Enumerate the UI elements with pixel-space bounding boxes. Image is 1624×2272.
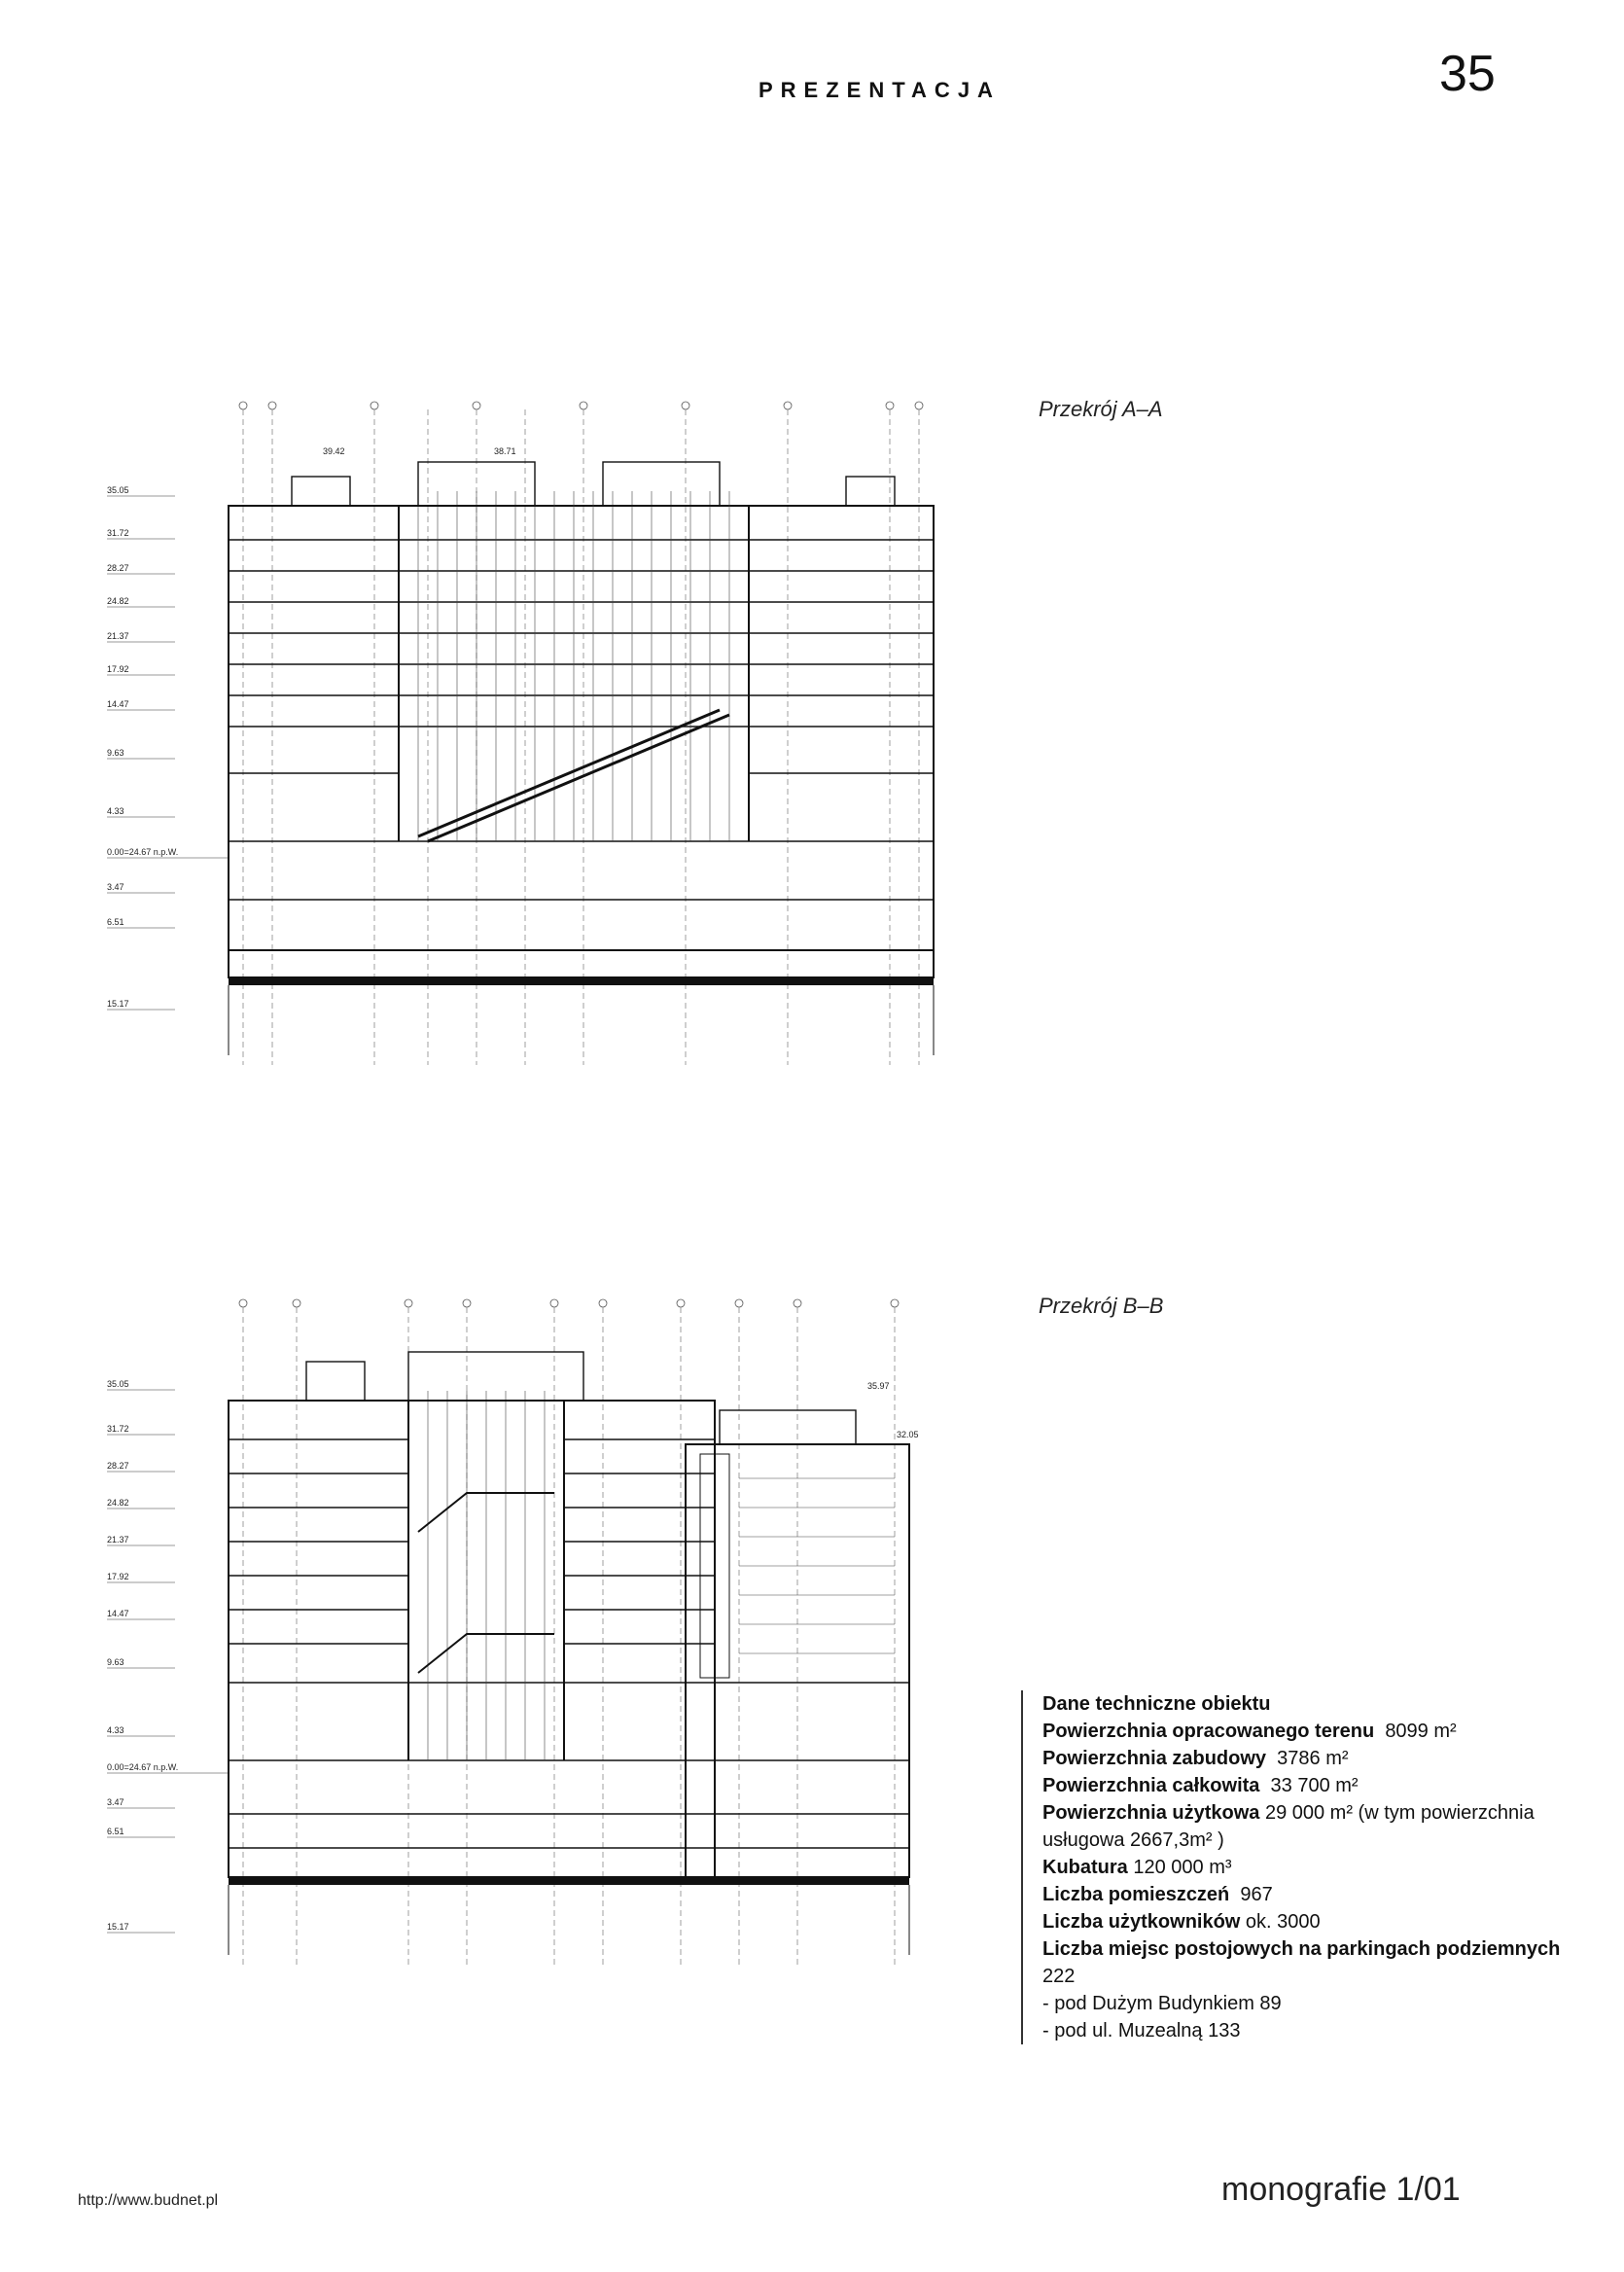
level-label: 0.00=24.67 n.p.W.: [107, 847, 179, 857]
level-label: 6.51: [107, 1827, 124, 1836]
footer-url[interactable]: http://www.budnet.pl: [78, 2192, 219, 2209]
level-label: 3.47: [107, 1797, 124, 1807]
level-label: 17.92: [107, 1572, 129, 1581]
section-a-svg: [97, 384, 992, 1084]
technical-data-row: Liczba pomieszczeń 967: [1042, 1884, 1273, 1905]
caption-section-a: Przekrój A–A: [1039, 397, 1163, 421]
level-label: 14.47: [107, 1609, 129, 1618]
header-title: PREZENTACJA: [759, 78, 1001, 102]
technical-data-sub-item: - pod Dużym Budynkiem 89: [1042, 1993, 1282, 2014]
technical-data-row: Powierzchnia zabudowy 3786 m²: [1042, 1748, 1349, 1769]
top-mark-label: 35.97: [867, 1381, 890, 1391]
technical-data-box: [1021, 1690, 1568, 2044]
level-label: 4.33: [107, 1725, 124, 1735]
level-label: 17.92: [107, 664, 129, 674]
level-label: 35.05: [107, 1379, 129, 1389]
technical-data-sub-item: - pod ul. Muzealną 133: [1042, 2020, 1241, 2041]
level-label: 15.17: [107, 1922, 129, 1932]
level-label: 4.33: [107, 806, 124, 816]
technical-data-row: Liczba miejsc postojowych na parkingach podziemnych 222: [1042, 1938, 1561, 1987]
level-label: 15.17: [107, 999, 129, 1009]
level-label: 31.72: [107, 528, 129, 538]
technical-data-row: Powierzchnia użytkowa 29 000 m² (w tym powierzchnia usługowa 2667,3m² ): [1042, 1802, 1535, 1851]
technical-data-heading: Dane techniczne obiektu: [1042, 1693, 1271, 1715]
section-b-svg: [97, 1284, 992, 1984]
top-mark-label: 38.71: [494, 446, 516, 456]
level-label: 3.47: [107, 882, 124, 892]
page-number: 35: [1439, 46, 1496, 102]
technical-data-row: Powierzchnia opracowanego terenu 8099 m²: [1042, 1721, 1457, 1742]
technical-data-row: Liczba użytkowników ok. 3000: [1042, 1911, 1321, 1933]
level-label: 21.37: [107, 631, 129, 641]
level-label: 14.47: [107, 699, 129, 709]
level-label: 6.51: [107, 917, 124, 927]
caption-section-b: Przekrój B–B: [1039, 1294, 1164, 1318]
level-label: 35.05: [107, 485, 129, 495]
level-label: 24.82: [107, 1498, 129, 1508]
level-label: 24.82: [107, 596, 129, 606]
level-label: 0.00=24.67 n.p.W.: [107, 1762, 179, 1772]
level-label: 9.63: [107, 1657, 124, 1667]
section-a-drawing: [97, 384, 992, 1084]
level-label: 28.27: [107, 563, 129, 573]
level-label: 31.72: [107, 1424, 129, 1434]
footer-magazine: monografie 1/01: [1221, 2171, 1461, 2208]
top-mark-label: 32.05: [897, 1430, 919, 1439]
top-mark-label: 39.42: [323, 446, 345, 456]
level-label: 28.27: [107, 1461, 129, 1471]
section-b-drawing: [97, 1284, 992, 1984]
level-label: 21.37: [107, 1535, 129, 1544]
technical-data-row: Powierzchnia całkowita 33 700 m²: [1042, 1775, 1359, 1796]
level-label: 9.63: [107, 748, 124, 758]
technical-data-row: Kubatura 120 000 m³: [1042, 1857, 1232, 1878]
